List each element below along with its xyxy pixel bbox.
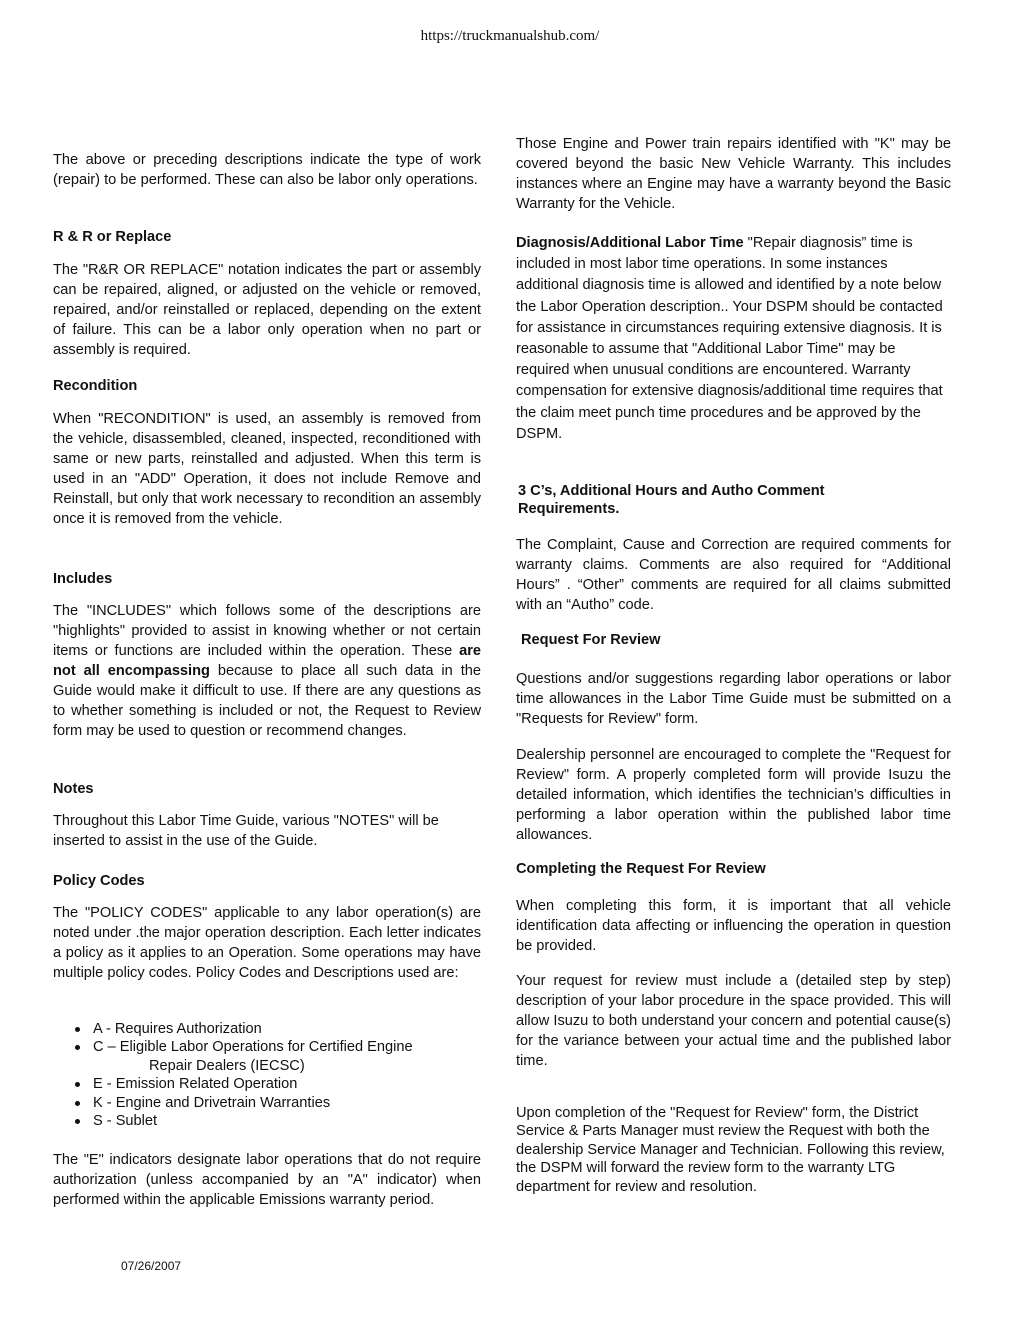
notes-heading: Notes [53,781,94,797]
policy-code-item [53,1038,481,1075]
includes-text-b: because to place all such data in the Guide would make it difficult to use. If there are any questions as to whether something is included or not, the Request to Review form may be used to question or recommend changes. [53,663,481,739]
request-review-paragraph-1: Questions and/or suggestions regarding labor operations or labor time allowances in the Labor Time Guide must be submitted on a "Requests for Review" form. [516,671,951,727]
diagnosis-heading: Diagnosis/Additional Labor Time [516,235,744,251]
request-review-paragraph-2: Dealership personnel are encouraged to complete the "Request for Review" form. A properly completed form will provide Isuzu the detailed information, which identifies the technician’s difficulties in performing a labor operation within the published labor time allowances. [516,747,951,843]
diagnosis-paragraph [516,233,951,445]
completing-review-paragraph-2: Your request for review must include a (detailed step by step) description of your labor procedure in the space provided. This will allow Isuzu to both understand your concern and potential cause(s) for the variance between your actual time and the published labor time. [516,973,951,1069]
intro-paragraph: The above or preceding descriptions indicate the type of work (repair) to be performed. These can also be labor only operations. [53,152,481,188]
three-cs-heading: 3 C’s, Additional Hours and Autho Comment Requirements. [518,483,825,518]
recondition-paragraph: When "RECONDITION" is used, an assembly is removed from the vehicle, disassembled, cleaned, inspected, reconditioned with same or new parts, reinstalled and adjusted. When this term is used in an "ADD" Operation, it does not include Remove and Reinstall, but only that work necessary to recondition an assembly once it is removed from the vehicle. [53,411,481,527]
policy-codes-list [53,1020,481,1130]
engine-warranty-paragraph: Those Engine and Power train repairs identified with "K" may be covered beyond the basic New Vehicle Warranty. This includes instances where an Engine may have a warranty beyond the Basic Warranty for the Vehicle. [516,136,951,212]
policy-codes-heading: Policy Codes [53,873,145,889]
notes-paragraph: Throughout this Labor Time Guide, various "NOTES" will be inserted to assist in the use of the Guide. [53,813,439,849]
e-indicator-paragraph: The "E" indicators designate labor operations that do not require authorization (unless accompanied by an "A" indicator) when performed within the applicable Emissions warranty period. [53,1152,481,1208]
includes-text-bold: are not all encompassing [53,643,481,679]
completing-review-paragraph-1: When completing this form, it is important that all vehicle identification data affecting or influencing the operation in question be provided. [516,898,951,954]
rr-heading: R & R or Replace [53,229,172,245]
policy-code-item: K - Engine and Drivetrain Warranties [53,1094,481,1112]
completing-review-heading: Completing the Request For Review [516,861,766,877]
includes-text-a: The "INCLUDES" which follows some of the descriptions are "highlights" provided to assist in knowing whether or not certain items or functions are included within the operation. These [53,603,481,659]
policy-codes-paragraph: The "POLICY CODES" applicable to any labor operation(s) are noted under .the major operation description. Each letter indicates a policy as it applies to an Operation. Some operations may have multiple policy codes. Policy Codes and Descriptions used are: [53,905,481,981]
policy-code-item: A - Requires Authorization [53,1020,481,1038]
request-review-heading: Request For Review [521,632,661,648]
includes-paragraph [53,601,481,741]
policy-code-item: E - Emission Related Operation [53,1075,481,1093]
policy-code-item: S - Sublet [53,1112,481,1130]
review-completion-paragraph: Upon completion of the "Request for Review" form, the District Service & Parts Manager must review the Request with both the dealership Service Manager and Technician. Following this review, the DSPM will forward the review form to the warranty LTG department for review and resolution. [516,1105,945,1195]
policy-code-text: C – Eligible Labor Operations for Certified Engine [93,1039,413,1056]
diagnosis-text: "Repair diagnosis” time is included in most labor time operations. In some instances additional diagnosis time is allowed and identified by a note below the Labor Operation description.. Your DSPM should be contacted for assistance in circumstances requiring extensive diagnosis. It is reasonable to assume that "Additional Labor Time" may be required when unusual conditions are encountered. Warranty compensation for extensive diagnosis/additional time requires that the claim meet punch time procedures and be approved by the DSPM. [516,235,943,442]
footer-date: 07/26/2007 [121,1259,182,1273]
three-cs-paragraph: The Complaint, Cause and Correction are required comments for warranty claims. Comments are also required for “Additional Hours” . “Other” comments are required for all claims submitted with an “Autho” code. [516,537,951,613]
policy-code-continuation: Repair Dealers (IECSC) [149,1057,305,1074]
includes-heading: Includes [53,571,113,587]
rr-paragraph: The "R&R OR REPLACE" notation indicates the part or assembly can be repaired, aligned, or adjusted on the vehicle or removed, repaired, and/or reinstalled or replaced, depending on the extent of failure. This can be a labor only operation when no part or assembly is required. [53,262,481,358]
page-header-url: https://truckmanualshub.com/ [420,28,600,44]
recondition-heading: Recondition [53,378,138,394]
